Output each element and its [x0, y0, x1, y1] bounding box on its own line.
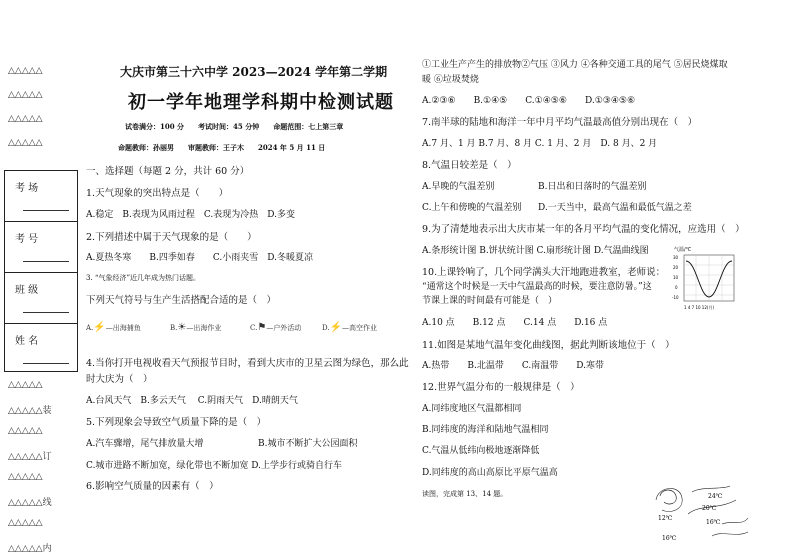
- margin-triangles: △△△△△装: [8, 406, 52, 416]
- weather-symbol-option-d[interactable]: D.⚡—高空作业: [322, 322, 378, 333]
- isotherm-label: 24℃: [708, 493, 723, 500]
- coastline: [722, 518, 748, 524]
- wind-flag-icon: ⚑: [257, 322, 267, 333]
- margin-triangles: △△△△△: [8, 518, 43, 528]
- exam-author-line: 命题教师：孙丽男 审题教师：王子木 2024 年 5 月 11 日: [118, 143, 326, 152]
- question-10-line2: “通常这个时候是一天中气温最高的时候，要注意防暑。”这: [422, 282, 652, 292]
- question-6-options[interactable]: A.②③⑥ B.①④⑤ C.①④⑤⑥ D.①③④⑤⑥: [422, 96, 636, 106]
- field-label: 考 场: [15, 183, 39, 194]
- sun-icon: ☀: [177, 322, 187, 333]
- question-2: 2.下列措述中属于天气现象的是（ ）: [86, 232, 257, 243]
- question-4-options[interactable]: A.台风天气 B.多云天气 C.阴雨天气 D.晴朗天气: [86, 396, 298, 406]
- question-13-intro: 读图，完成第 13、14 题。: [422, 490, 508, 498]
- y-tick-label: -10: [672, 295, 679, 300]
- question-5-option-b[interactable]: B.城市不断扩大公园面积: [258, 439, 358, 449]
- margin-triangles: △△△△△内: [8, 544, 52, 554]
- question-4-cont: 时大庆为（ ）: [86, 374, 153, 385]
- school-term-line: 大庆市第三十六中学 2023—2024 学年第二学期: [120, 65, 388, 79]
- exam-room-field[interactable]: [5, 171, 77, 222]
- class-field[interactable]: [5, 273, 77, 324]
- exam-title: 初一学年地理学科期中检测试题: [128, 92, 394, 113]
- question-5: 5.下列现象会导致空气质量下降的是（ ）: [86, 417, 267, 428]
- question-3: 3. “气象经济”近几年成为热门话题。: [86, 274, 201, 282]
- question-6-items: ①工业生产产生的排放物②气压 ③风力 ④各种交通工具的尾气 ⑤居民烧煤取: [422, 60, 728, 70]
- question-8-option-a[interactable]: A.早晚的气温差别: [422, 182, 495, 192]
- question-12-option-a[interactable]: A.同纬度地区气温都相同: [422, 404, 522, 414]
- margin-triangles: △△△△△: [8, 472, 43, 482]
- question-12: 12.世界气温分布的一般规律是（ ）: [422, 382, 580, 393]
- question-9: 9.为了清楚地表示出大庆市某一年的各月平均气温的变化情况，应选用（ ）: [422, 224, 745, 235]
- coastline: [712, 532, 748, 536]
- lightning-icon: ⚡: [329, 322, 343, 333]
- isotherm-label: 20℃: [702, 505, 717, 512]
- thunderstorm-icon: ⚡: [93, 322, 106, 333]
- question-5-option-a[interactable]: A.汽车骤增，尾气排放量大增: [86, 439, 204, 449]
- question-7: 7.南半球的陆地和海洋一年中月平均气温最高值分别出现在（ ）: [422, 117, 698, 128]
- question-10-line3: 节课上课的时间最有可能是（ ）: [422, 296, 558, 306]
- question-11-options[interactable]: A.热带 B.北温带 C.南温带 D.寒带: [422, 361, 605, 371]
- question-1-options[interactable]: A.稳定 B.表现为风雨过程 C.表现为冷热 D.多变: [86, 210, 296, 220]
- weather-symbol-option-a[interactable]: A.⚡—出海捕鱼: [86, 322, 141, 333]
- temperature-curve-figure: [672, 245, 742, 313]
- question-8: 8.气温日较差是（ ）: [422, 160, 517, 171]
- question-9-options[interactable]: A.条形统计图 B.饼状统计图 C.扇形统计图 D.气温曲线图: [422, 246, 649, 256]
- isotherm-label: 12℃: [658, 515, 673, 522]
- y-tick-label: 30: [673, 255, 679, 260]
- student-info-table: [4, 170, 78, 372]
- chart-gridlines: [684, 255, 734, 301]
- y-tick-label: 0: [675, 285, 678, 290]
- field-label: 考 号: [15, 234, 39, 245]
- question-12-option-c[interactable]: C.气温从低纬向极地逐渐降低: [422, 446, 540, 456]
- question-8-option-c[interactable]: C.上午和傍晚的气温差别: [422, 203, 522, 213]
- name-field[interactable]: [5, 324, 77, 374]
- isotherm-label: 16℃: [706, 519, 721, 526]
- question-1: 1.天气现象的突出特点是（ ）: [86, 188, 229, 199]
- exam-number-field[interactable]: [5, 222, 77, 273]
- question-4: 4.当你打开电视收看天气预报节目时，看到大庆市的卫星云图为绿色，那么此: [86, 358, 409, 369]
- section-heading: 一、选择题（每题 2 分，共计 60 分）: [86, 166, 250, 177]
- question-10-options[interactable]: A.10 点 B.12 点 C.14 点 D.16 点: [422, 318, 608, 328]
- question-6-items-cont: 暖 ⑥垃圾焚烧: [422, 75, 479, 85]
- question-10: 10.上课铃响了，几个同学满头大汗地跑进教室，老师说：: [422, 267, 666, 278]
- question-6: 6.影响空气质量的因素有（ ）: [86, 481, 219, 492]
- question-5-option-cd[interactable]: C.城市进路不断加宽，绿化带也不断加宽 D.上学步行或骑自行车: [86, 461, 343, 471]
- y-tick-label: 10: [673, 275, 679, 280]
- weather-symbol-option-b[interactable]: B.☀—出海作业: [170, 322, 222, 333]
- isotherm-label: 16℃: [662, 535, 677, 542]
- question-12-option-d[interactable]: D.同纬度的高山高原比平原气温高: [422, 468, 558, 478]
- margin-triangles: △△△△△: [8, 380, 43, 390]
- isotherm-line: [692, 486, 730, 492]
- question-11: 11.如图是某地气温年变化曲线图，据此判断该地位于（ ）: [422, 340, 675, 351]
- isotherm-line: [660, 490, 676, 504]
- margin-triangles: △△△△△: [8, 426, 43, 436]
- margin-triangles: △△△△△订: [8, 452, 52, 462]
- isotherm-line: [656, 488, 682, 511]
- question-2-options[interactable]: A.夏热冬寒 B.四季如春 C.小雨夹雪 D.冬暖夏凉: [86, 253, 314, 263]
- margin-triangles: △△△△△: [8, 66, 43, 76]
- y-tick-label: 20: [673, 265, 679, 270]
- question-8-option-d[interactable]: D.一天当中，最高气温和最低气温之差: [538, 203, 692, 213]
- margin-triangles: △△△△△线: [8, 498, 52, 508]
- question-3-sub: 下列天气符号与生产生活搭配合适的是（ ）: [86, 295, 277, 306]
- margin-triangles: △△△△△: [8, 138, 43, 148]
- exam-meta-line: 试卷满分：100 分 考试时间：45 分钟 命题范围：七上第三章: [125, 122, 344, 131]
- field-label: 班 级: [15, 285, 39, 296]
- weather-symbol-option-c[interactable]: C.⚑—户外活动: [250, 322, 302, 333]
- isotherm-map-figure: [652, 484, 752, 544]
- margin-triangles: △△△△△: [8, 114, 43, 124]
- x-axis-label: 1 4 7 10 12(月): [684, 305, 715, 310]
- question-8-option-b[interactable]: B.日出和日落时的气温差别: [538, 182, 647, 192]
- chart-unit-label: 气温/℃: [674, 247, 692, 253]
- question-7-options[interactable]: A.7 月、1 月 B.7 月、8 月 C. 1 月、2 月 D. 8 月、2 月: [422, 139, 658, 149]
- field-label: 姓 名: [15, 336, 39, 347]
- margin-triangles: △△△△△: [8, 90, 43, 100]
- question-12-option-b[interactable]: B.同纬度的海洋和陆地气温相同: [422, 425, 549, 435]
